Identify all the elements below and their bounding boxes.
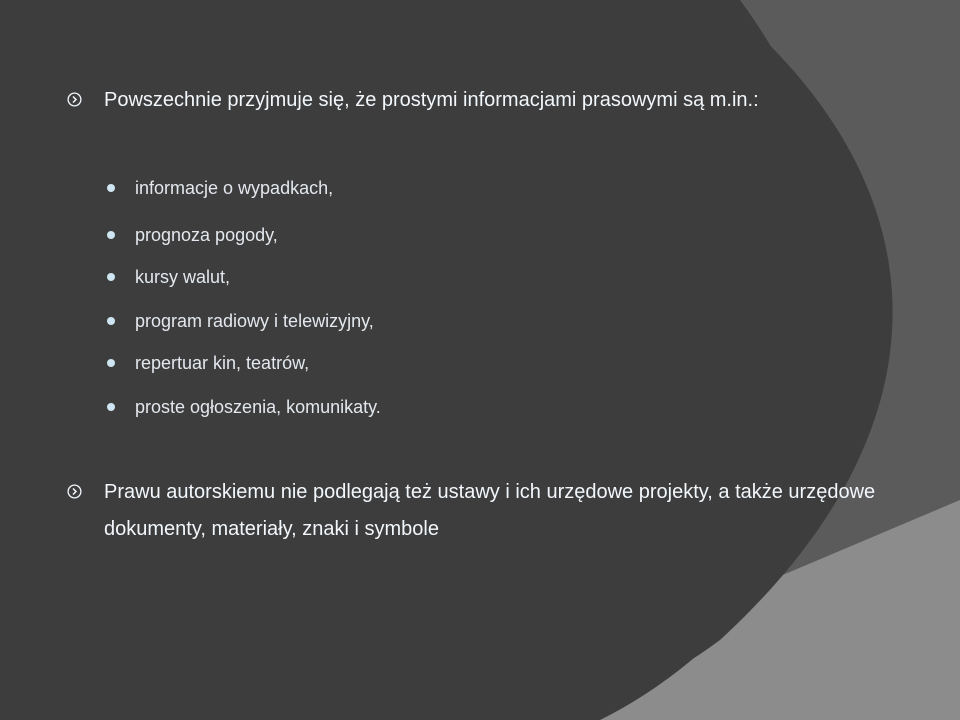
sub-bullet <box>135 396 381 418</box>
sub-bullet-text: kursy walut, <box>135 267 231 287</box>
sub-bullet <box>135 177 333 199</box>
circle-chevron-right-icon <box>67 92 82 107</box>
main-bullet-2-text: Prawu autorskiemu nie podlegają też ustawy i ich urzędowe projekty, a także urzędowe dokumenty, materiały, znaki i symbole <box>104 481 876 540</box>
sub-bullet <box>135 310 374 332</box>
sub-bullet-text: informacje o wypadkach, <box>135 178 334 198</box>
dot-icon <box>107 184 115 192</box>
circle-chevron-right-icon <box>67 484 82 499</box>
sub-bullet <box>135 352 309 374</box>
dot-icon <box>107 403 115 411</box>
dot-icon <box>107 359 115 367</box>
main-bullet-1-text: Powszechnie przyjmuje się, że prostymi informacjami prasowymi są m.in.: <box>104 89 759 111</box>
dot-icon <box>107 317 115 325</box>
sub-bullet-text: proste ogłoszenia, komunikaty. <box>135 397 381 417</box>
sub-bullet <box>135 266 230 288</box>
sub-bullet <box>135 224 278 246</box>
sub-bullet-text: repertuar kin, teatrów, <box>135 353 310 373</box>
dot-icon <box>107 273 115 281</box>
sub-bullet-text: prognoza pogody, <box>135 225 278 245</box>
dot-icon <box>107 231 115 239</box>
main-bullet-1 <box>104 82 924 119</box>
sub-bullet-text: program radiowy i telewizyjny, <box>135 311 374 331</box>
main-bullet-2 <box>104 474 924 548</box>
